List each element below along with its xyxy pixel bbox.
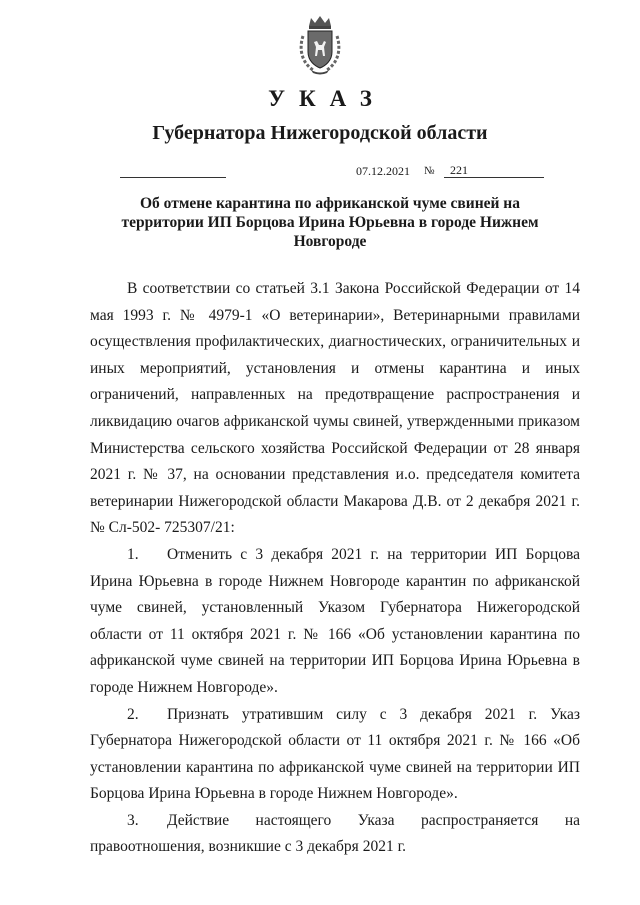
item-text: Признать утратившим силу с 3 декабря 2021 г. Указ Губернатора Нижегородской области от 11 октября 2021 г. № 166 «Об установлении карантина по африканской чуме свиней на территории ИП Борцова Ирина Юрьевна в городе Нижнем Новгороде».: [90, 705, 580, 803]
preamble-paragraph: В соответствии со статьей 3.1 Закона Российской Федерации от 14 мая 1993 г. № 4979-1 «О ветеринарии», Ветеринарными правилами осуществления профилактических, диагностических, ограничительных и иных мероприятий, установления и отмены карантина и иных ограничений, направленных на предотвращение распространения и ликвидацию очагов африканской чумы свиней, утвержденными приказом Министерства сельского хозяйства Российской Федерации от 28 января 2021 г. № 37, на основании представления и.о. председателя комитета ветеринарии Нижегородской области Макарова Д.В. от 2 декабря 2021 г. № Сл-502- 725307/21:: [90, 280, 580, 537]
coat-of-arms-icon: [297, 14, 343, 76]
date-number-row: [0, 160, 640, 182]
document-type-heading: УКАЗ: [268, 86, 386, 111]
decree-title: Об отмене карантина по африканской чуме свиней на территории ИП Борцова Ирина Юрьевна в городе Нижнем Новгороде: [121, 195, 539, 250]
item-number: 2.: [127, 705, 139, 723]
item-paragraph: [90, 808, 580, 861]
item-text: Действие настоящего Указа распространяется на правоотношения, возникшие с 3 декабря 2021 г.: [90, 811, 580, 856]
item-text: Отменить с 3 декабря 2021 г. на территории ИП Борцова Ирина Юрьевна в городе Нижнем Новгороде карантин по африканской чуме свиней, установленный Указом Губернатора Нижегородской области от 11 октября 2021 г. № 166 «Об установлении карантина по африканской чуме свиней на территории ИП Борцова Ирина Юрьевна в городе Нижнем Новгороде».: [90, 545, 580, 696]
issuing-authority: Губернатора Нижегородской области: [152, 122, 488, 144]
number-sign: №: [424, 165, 435, 177]
item-number: 1.: [127, 545, 139, 563]
decree-date: 07.12.2021: [356, 164, 410, 178]
item-paragraph: [90, 702, 580, 808]
blank-underline: [120, 177, 226, 178]
item-number: 3.: [127, 811, 139, 829]
decree-body: [90, 276, 580, 861]
item-paragraph: [90, 542, 580, 702]
decree-number: 221: [450, 163, 468, 177]
